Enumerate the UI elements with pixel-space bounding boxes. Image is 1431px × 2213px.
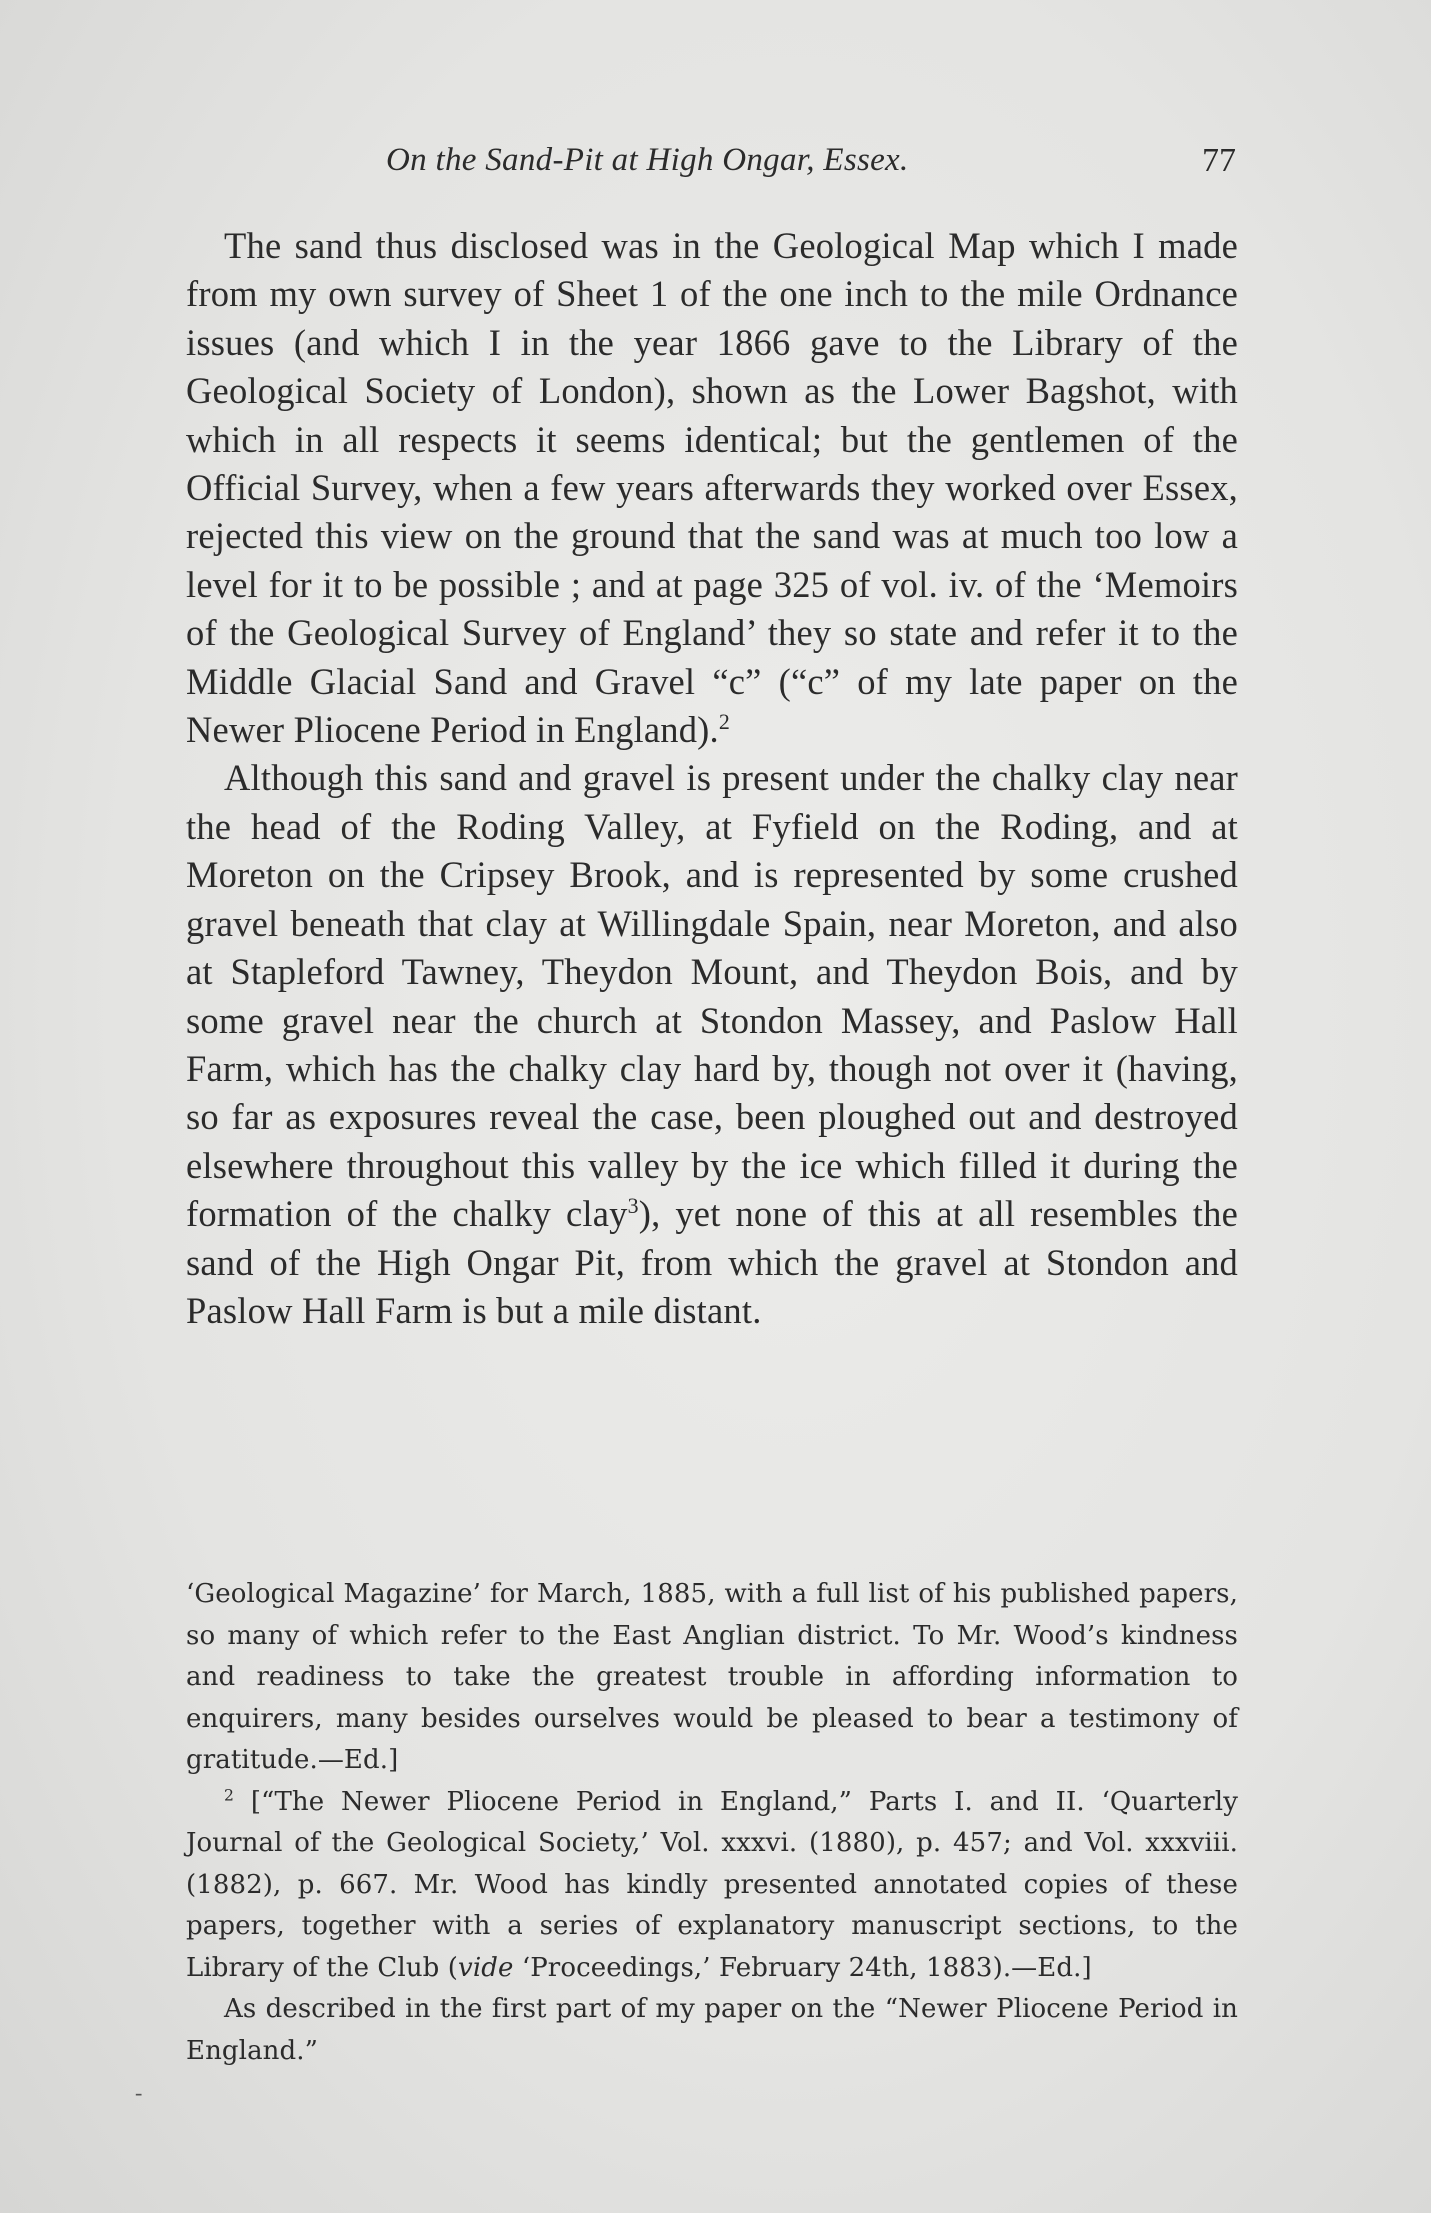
footnotes xyxy=(186,1574,1238,2072)
footnote-2-number: 2 xyxy=(224,1785,235,1804)
body-text xyxy=(186,222,1238,1335)
paragraph-1-text: The sand thus disclosed was in the Geological Map which I made from my own survey of Sheet 1 of the one inch to the mile Ordnance issues (and which I in the year 1866 gave to the Library of the Geological Society of London), shown as the Lower Bagshot, with which in all respects it seems identical; but the gentlemen of the Official Survey, when a few years afterwards they worked over Essex, rejected this view on the ground that the sand was at much too low a level for it to be possible ; and at page 325 of vol. iv. of the ‘Memoirs of the Geological Survey of England’ they so state and refer it to the Middle Glacial Sand and Gravel “c” (“c” of my late paper on the Newer Pliocene Period in England). xyxy=(186,225,1238,751)
footnote-1 xyxy=(186,1574,1238,1782)
footnote-2-text-a: [“The Newer Pliocene Period in England,” Parts I. and II. ‘Quarterly Journal of the Geological Society,’ Vol. xxxvi. (1880), p. 457; and Vol. xxxviii. (1882), p. 667. Mr. Wood has kindly presented annotated copies of these papers, together with a series of explanatory manuscript sections, to the Library of the Club ( xyxy=(186,1786,1238,1983)
footnote-ref-3: 3 xyxy=(627,1192,639,1218)
margin-mark: - xyxy=(135,2080,143,2105)
paragraph-2 xyxy=(186,754,1238,1335)
footnote-2-text-b: ‘Proceedings,’ February 24th, 1883).—Ed.] xyxy=(513,1952,1092,1983)
page-number: 77 xyxy=(1202,142,1236,179)
running-head xyxy=(186,142,1236,192)
footnote-1-text: ‘Geological Magazine’ for March, 1885, with a full list of his published papers, so many of which refer to the East Anglian district. To Mr. Wood’s kindness and readiness to take the greatest trouble in affording information to enquirers, many besides ourselves would be pleased to bear a testimony of gratitude.—Ed.] xyxy=(186,1579,1238,1775)
running-title: On the Sand-Pit at High Ongar, Essex. xyxy=(386,142,909,178)
footnote-ref-2: 2 xyxy=(718,708,731,734)
paragraph-2-text-b: ), yet none of this at all resembles the sand of the High Ongar Pit, from which the gravel at Stondon and Paslow Hall Farm is but a mile distant. xyxy=(186,1193,1238,1331)
footnote-3 xyxy=(186,1989,1238,2072)
paragraph-1 xyxy=(186,222,1238,754)
paragraph-2-text-a: Although this sand and gravel is present under the chalky clay near the head of the Roding Valley, at Fyfield on the Roding, and at Moreton on the Cripsey Brook, and is represented by some crushed gravel beneath that clay at Willingdale Spain, near Moreton, and also at Stapleford Tawney, Theydon Mount, and Theydon Bois, and by some gravel near the church at Stondon Massey, and Paslow Hall Farm, which has the chalky clay hard by, though not over it (having, so far as exposures reveal the case, been ploughed out and destroyed elsewhere throughout this valley by the ice which filled it during the formation of the chalky clay xyxy=(186,757,1238,1235)
footnote-3-text: As described in the first part of my paper on the “Newer Pliocene Period in England.” xyxy=(186,1994,1238,2066)
footnote-2-italic: vide xyxy=(458,1952,514,1983)
footnote-2 xyxy=(186,1782,1238,1990)
